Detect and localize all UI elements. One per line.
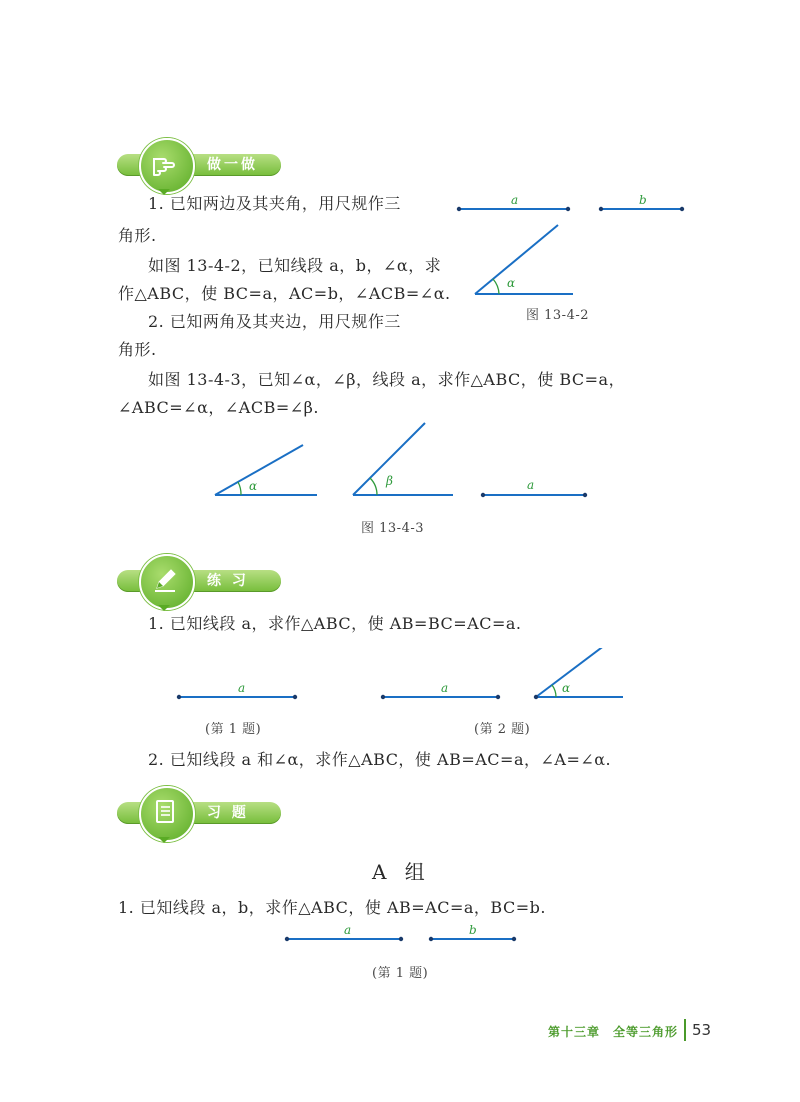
label-alpha: α [562, 681, 571, 695]
endpoint [399, 937, 403, 941]
try-p2-line4: ∠ABC=∠α，∠ACB=∠β. [118, 398, 319, 417]
angle-arc [238, 482, 241, 495]
angle-arc [370, 478, 377, 495]
try-it-banner [117, 138, 281, 194]
label-alpha: α [507, 276, 516, 290]
endpoint [381, 695, 385, 699]
label-alpha: α [249, 479, 258, 493]
angle-ray [536, 648, 605, 697]
label-a: a [511, 193, 519, 207]
try-p2-line1: 2. 已知两角及其夹边，用尺规作三 [148, 312, 401, 331]
endpoint [496, 695, 500, 699]
caption-13-4-2: 图 13-4-2 [526, 308, 590, 323]
practice-q1: 1. 已知线段 a，求作△ABC，使 AB=BC=AC=a. [148, 614, 522, 633]
angle-ray [215, 445, 303, 495]
practice-caption-2: (第 2 题) [474, 722, 531, 737]
exercise-caption-1: (第 1 题) [372, 966, 429, 981]
exercises-q1: 1. 已知线段 a，b，求作△ABC，使 AB=AC=a，BC=b. [118, 898, 546, 917]
practice-q2: 2. 已知线段 a 和∠α，求作△ABC，使 AB=AC=a，∠A=∠α. [148, 750, 612, 769]
try-p1-line4: 作△ABC，使 BC=a，AC=b，∠ACB=∠α. [118, 284, 451, 303]
hand-icon [151, 150, 179, 176]
endpoint [566, 207, 570, 211]
figure-13-4-2 [455, 190, 695, 310]
angle-arc [493, 279, 499, 294]
caption-13-4-3: 图 13-4-3 [361, 521, 425, 536]
practice-banner [117, 554, 281, 610]
try-p2-line2: 角形. [118, 340, 157, 359]
endpoint [285, 937, 289, 941]
group-heading: A 组 [372, 860, 431, 884]
try-p1-line1: 1. 已知两边及其夹角，用尺规作三 [148, 194, 401, 213]
try-p1-line3: 如图 13-4-2，已知线段 a，b，∠α，求 [148, 256, 442, 275]
notebook-icon [151, 798, 179, 826]
try-p2-line3: 如图 13-4-3，已知∠α，∠β，线段 a，求作△ABC，使 BC=a， [148, 370, 626, 389]
angle-ray [475, 225, 558, 294]
section-title-practice: 练 习 [207, 573, 249, 589]
practice-figures [170, 648, 630, 708]
endpoint [583, 493, 587, 497]
endpoint [457, 207, 461, 211]
pencil-icon [151, 566, 179, 594]
endpoint [512, 937, 516, 941]
label-beta: β [386, 474, 393, 488]
angle-arc [552, 685, 556, 697]
practice-caption-1: (第 1 题) [205, 722, 262, 737]
endpoint [481, 493, 485, 497]
section-title-try: 做一做 [207, 157, 258, 173]
try-p1-line2: 角形. [118, 226, 157, 245]
label-a: a [527, 478, 535, 492]
exercises-banner [117, 786, 281, 842]
figure-13-4-3 [205, 418, 605, 508]
label-a: a [441, 681, 449, 695]
label-b: b [469, 923, 477, 937]
section-title-exercises: 习 题 [207, 805, 249, 821]
page-number: 53 [692, 1021, 712, 1039]
vertex [534, 695, 538, 699]
label-a: a [238, 681, 246, 695]
label-a: a [344, 923, 352, 937]
label-b: b [639, 193, 647, 207]
endpoint [429, 937, 433, 941]
footer-chapter: 第十三章 全等三角形 [548, 1025, 679, 1039]
endpoint [293, 695, 297, 699]
endpoint [680, 207, 684, 211]
endpoint [599, 207, 603, 211]
footer-divider [684, 1019, 686, 1041]
endpoint [177, 695, 181, 699]
exercise-figure [280, 922, 525, 952]
